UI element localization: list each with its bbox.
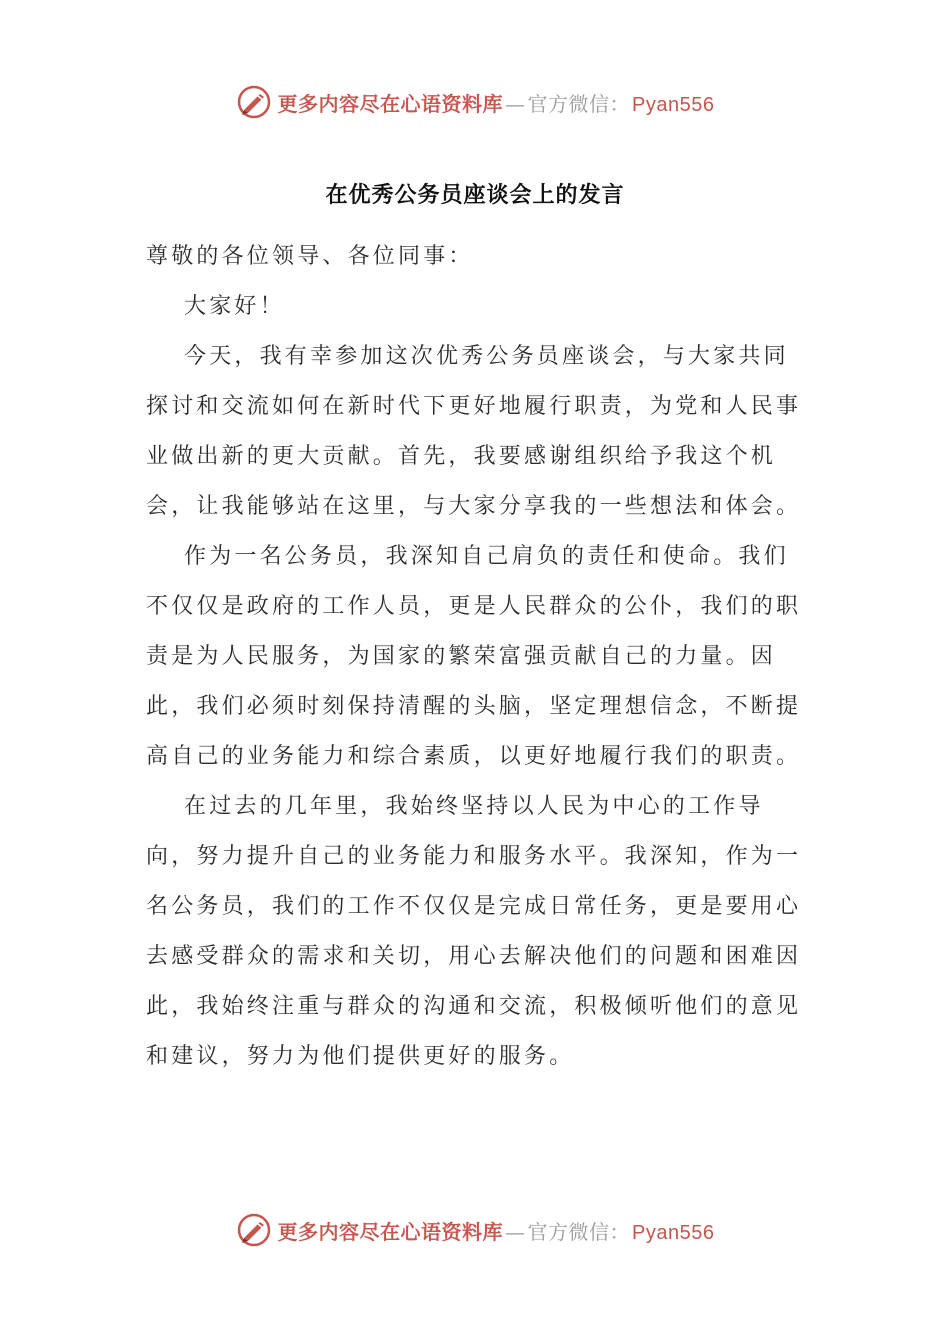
header-banner-text xyxy=(278,88,715,117)
footer-banner xyxy=(0,1208,950,1252)
footer-brand-text: 更多内容尽在心语资料库 xyxy=(277,1219,504,1244)
header-brand-text: 更多内容尽在心语资料库 xyxy=(277,91,504,116)
footer-separator: — xyxy=(505,1219,526,1244)
header-separator: — xyxy=(505,91,526,116)
salutation: 尊敬的各位领导、各位同事： xyxy=(146,244,474,269)
pen-logo-icon xyxy=(236,84,272,120)
document-body xyxy=(146,232,810,1082)
greeting: 大家好！ xyxy=(184,294,285,319)
paragraph-3: 在过去的几年里，我始终坚持以人民为中心的工作导向，努力提升自己的业务能力和服务水平。我深知，作为一名公务员，我们的工作不仅仅是完成日常任务，更是要用心去感受群众的需求和关切，用心去解决他们的问题和困难因此，我始终注重与群众的沟通和交流，积极倾听他们的意见和建议，努力为他们提供更好的服务。 xyxy=(146,794,802,1069)
footer-banner-text xyxy=(278,1216,715,1245)
header-banner xyxy=(0,80,950,124)
document-title: 在优秀公务员座谈会上的发言 xyxy=(325,183,625,208)
header-wechat-account: Pyan556 xyxy=(632,93,715,116)
paragraph-2: 作为一名公务员，我深知自己肩负的责任和使命。我们不仅仅是政府的工作人员，更是人民群众的公仆，我们的职责是为人民服务，为国家的繁荣富强贡献自己的力量。因此，我们必须时刻保持清醒的头脑，坚定理想信念，不断提高自己的业务能力和综合素质，以更好地履行我们的职责。 xyxy=(146,544,802,769)
footer-wechat-label: 官方微信： xyxy=(527,1219,631,1244)
paragraph-1: 今天，我有幸参加这次优秀公务员座谈会，与大家共同探讨和交流如何在新时代下更好地履行职责，为党和人民事业做出新的更大贡献。首先，我要感谢组织给予我这个机会，让我能够站在这里，与大家分享我的一些想法和体会。 xyxy=(146,344,802,519)
footer-wechat-account: Pyan556 xyxy=(632,1221,715,1244)
header-wechat-label: 官方微信： xyxy=(527,91,631,116)
pen-logo-icon xyxy=(236,1212,272,1248)
